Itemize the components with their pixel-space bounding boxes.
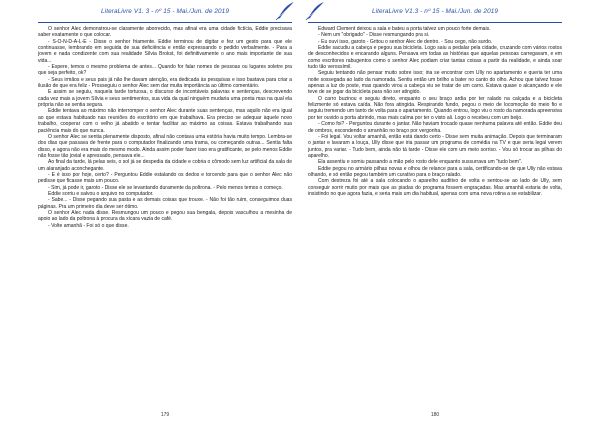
paragraph: Eddie tentava ao máximo não interromper o senhor Alec durante suas sentenças, mas aquilo não era igual ao que estava habituado nas reuniões do escritório em que trabalhava. Era preciso se adequar àquele novo trabalho, cooperar com o velho já abatido e tentar facilitar ao máximo as coisas. Estava trabalhando sua paciência mais do que nunca. [38,108,292,134]
paragraph: - Como foi? - Perguntou durante o jantar. Não haviam trocado quase nenhuma palavra até então. Eddie deu de ombros, escondendo o arranhão no braço por vergonha. [308,121,562,134]
paragraph: - Sim, já pode ir, garoto - Disse ele se levantando duramente da poltrona. - Pelo menos temos o começo. [48,184,283,191]
page-number: 179 [160,412,170,418]
page-header [308,0,562,23]
right-page [300,0,600,424]
quill-pen-icon [304,1,326,21]
paragraph: - Sabe... - Disse pegando sua pasta e as demais coisas que trouxe. - Não foi tão ruim, conseguimos duas páginas. Pra um primeiro dia deve ser ótimo. [38,197,292,210]
paragraph: Seguiu tentando não pensar muito sobre isso; iria se encontrar com Ully no apartamento e queria ter uma noite sossegada ao lado da namorada. Sentiu então um brilho a bater no canto do olho. Achou que talvez fosse apenas a luz do poste, mas quando virou a cabeça viu se tratar de um carro. Estava quase o alcançando e ele teve de se jogar da bicicleta para não ser atingido. [308,70,562,96]
paragraph: Edward Clement deixou a sala e bateu a porta talvez um pouco forte demais. [318,26,491,32]
paragraph: - E é isso por hoje, certo? - Perguntou Eddie estalando os dedos e torcendo para que o senhor Alec não pedisse que ficasse mais um pouco. [38,171,292,185]
paragraph: O senhor Alec demonstrou-se claramente aborrecido, mas afinal era uma cidade fictícia, Eddie precisava saber exatamente o que colocar. [38,26,292,39]
paragraph: - Nem um "obrigado" - Disse resmungando pra si. [318,32,430,39]
quill-pen-icon [274,1,296,21]
page-number: 180 [430,412,440,418]
paragraph: - Seus irmãos e seus pais já não lhe davam atenção, era dedicada às pesquisas e isso bastava para criar a ilusão de que era feliz - Prosseguiu o senhor Alec sem dar muita importância ao último comentário. [38,76,292,90]
paragraph: Eddie sorriu e salvou o arquivo no computador. [48,190,154,197]
page-header-title: LiteraLivre V1. 3 - nº 15 - Mai./Jun. de 2019 [101,7,229,15]
paragraph: O senhor Alec se sentia plenamente disposto, afinal não contava uma estória havia muito tempo. Lembra-se dos dias que passava de frente para o computador finalizando uma trama, ou começando outras... Sentia falta disso, e agora não era mais do mesmo modo. Ainda assim poder fazer isso era gratificante, se pelo menos Eddie não fosse tão jovial e apressado, pensava ele... [38,133,292,159]
paragraph: O senhor Alec nada disse. Resmungou um pouco e pegou sua bengala, depois vasculhou a mesinha de apoio ao lado da poltrona à procura da xícara vazia de café. [38,209,292,223]
paragraph: - S-O-N-D-A-L-E - Disse o senhor friamente. Eddie terminou de digitar e fez um gesto para que ele continuasse, lembrando em seguida de sua deficiência e então expressando o pedido verbalmente. - Para a jovem e nada condizente com sua realidade Sílvia Brokst, foi definitivamente o ano mais importante de sua vida... [38,38,292,64]
paragraph: Ela assentiu e somiu passando a mão pelo rosto dele enquanto sussurrava um "tudo bem". [318,159,523,166]
paragraph: - Eu ouvi isso, garoto - Gritou o senhor Alec de dentro. - Sou cego, não surdo. [318,38,493,45]
paragraph: Eddie pegou no armário pilhas novas e olhou de relance para a sala, certificando-se de que Ully não estava olhando, e só então pegou também um curativo para o braço ralado. [308,165,562,178]
paragraph: - Volte amanhã - Foi só o que disse. [48,222,129,229]
paragraph: - Foi legal. Vou voltar amanhã, então está dando certo - Disse sem muita animação. Depois que terminaram o jantar e lavaram a louça, Ully disse que iria passar um programa de comédia na TV e que seria legal verem juntos, pra variar. - Tudo bem, ainda não tá tarde - Disse ele com um meio sorriso. - Vou só trocar as pilhas do aparelho. [308,133,562,159]
right-page-body [308,26,562,197]
page-header-title: LiteraLivre V1.3 - nº 15 - Mai./Jun. de 2019 [371,7,499,15]
paragraph: - Espere, temos o mesmo problema de antes... Quando for falar nomes de pessoas ou lugares soletre pra que seja perfeito, ok? [38,64,292,77]
paragraph: O carro buzinou e seguiu direto, enquanto o seu braço ardia por ter ralado na calçada e a bicicleta felizmente só estava caída. Não fora atingida. Respirando fundo, pegou o meio de locomoção do meio fio e seguiu tremendo um tanto de volta para o apartamento. Quando entrou, logo viu o rosto da namorada apreensiva por ter ouvido a porta abrindo, mas mais calma por ter o visto ali. Logo o recebeu com um beijo. [308,95,562,121]
page-header [38,0,292,23]
left-page-body [38,26,292,229]
paragraph: E assim se seguiu, naquela tarde tortuosa, o discurso de incontáveis palavras e sentenças, descrevendo cada vez mais a jovem Sílvia e seus sentimentos, sua vida da qual ninguém mudaria uma ponta mas na qual ela própria não se sentia segura. [38,89,292,109]
paragraph: Com destreza foi até a sala colocando o aparelho auditivo de volta e sentou-se ao lado de Ully, sem conseguir sorrir muito por mais que as piadas do programa fossem engraçadas. Mas amanhã estaria de volta, insistindo no que agora fazia, e seria mais um dia habitual, apenas com uma nova rotina a se estabilizar. [308,178,562,197]
paragraph: Ao final da tarde, lá pelas seis, o sol já se despedia da cidade e cobria o cômodo sem luz artificial da sala de um alaranjado aconchegante. [38,159,292,172]
paragraph: Eddie sacudiu a cabeça e pegou sua bicicleta. Logo saiu a pedalar pela cidade, cruzando com vários rostos de desconhecidos e encarando alguns. Pensava em todas as histórias que aquelas pessoas carregavam, e em como escritores rabugentos como o senhor Alec podiam criar tantas coisas a partir da realidade, e ainda soar tudo tão verossímil. [308,45,562,71]
